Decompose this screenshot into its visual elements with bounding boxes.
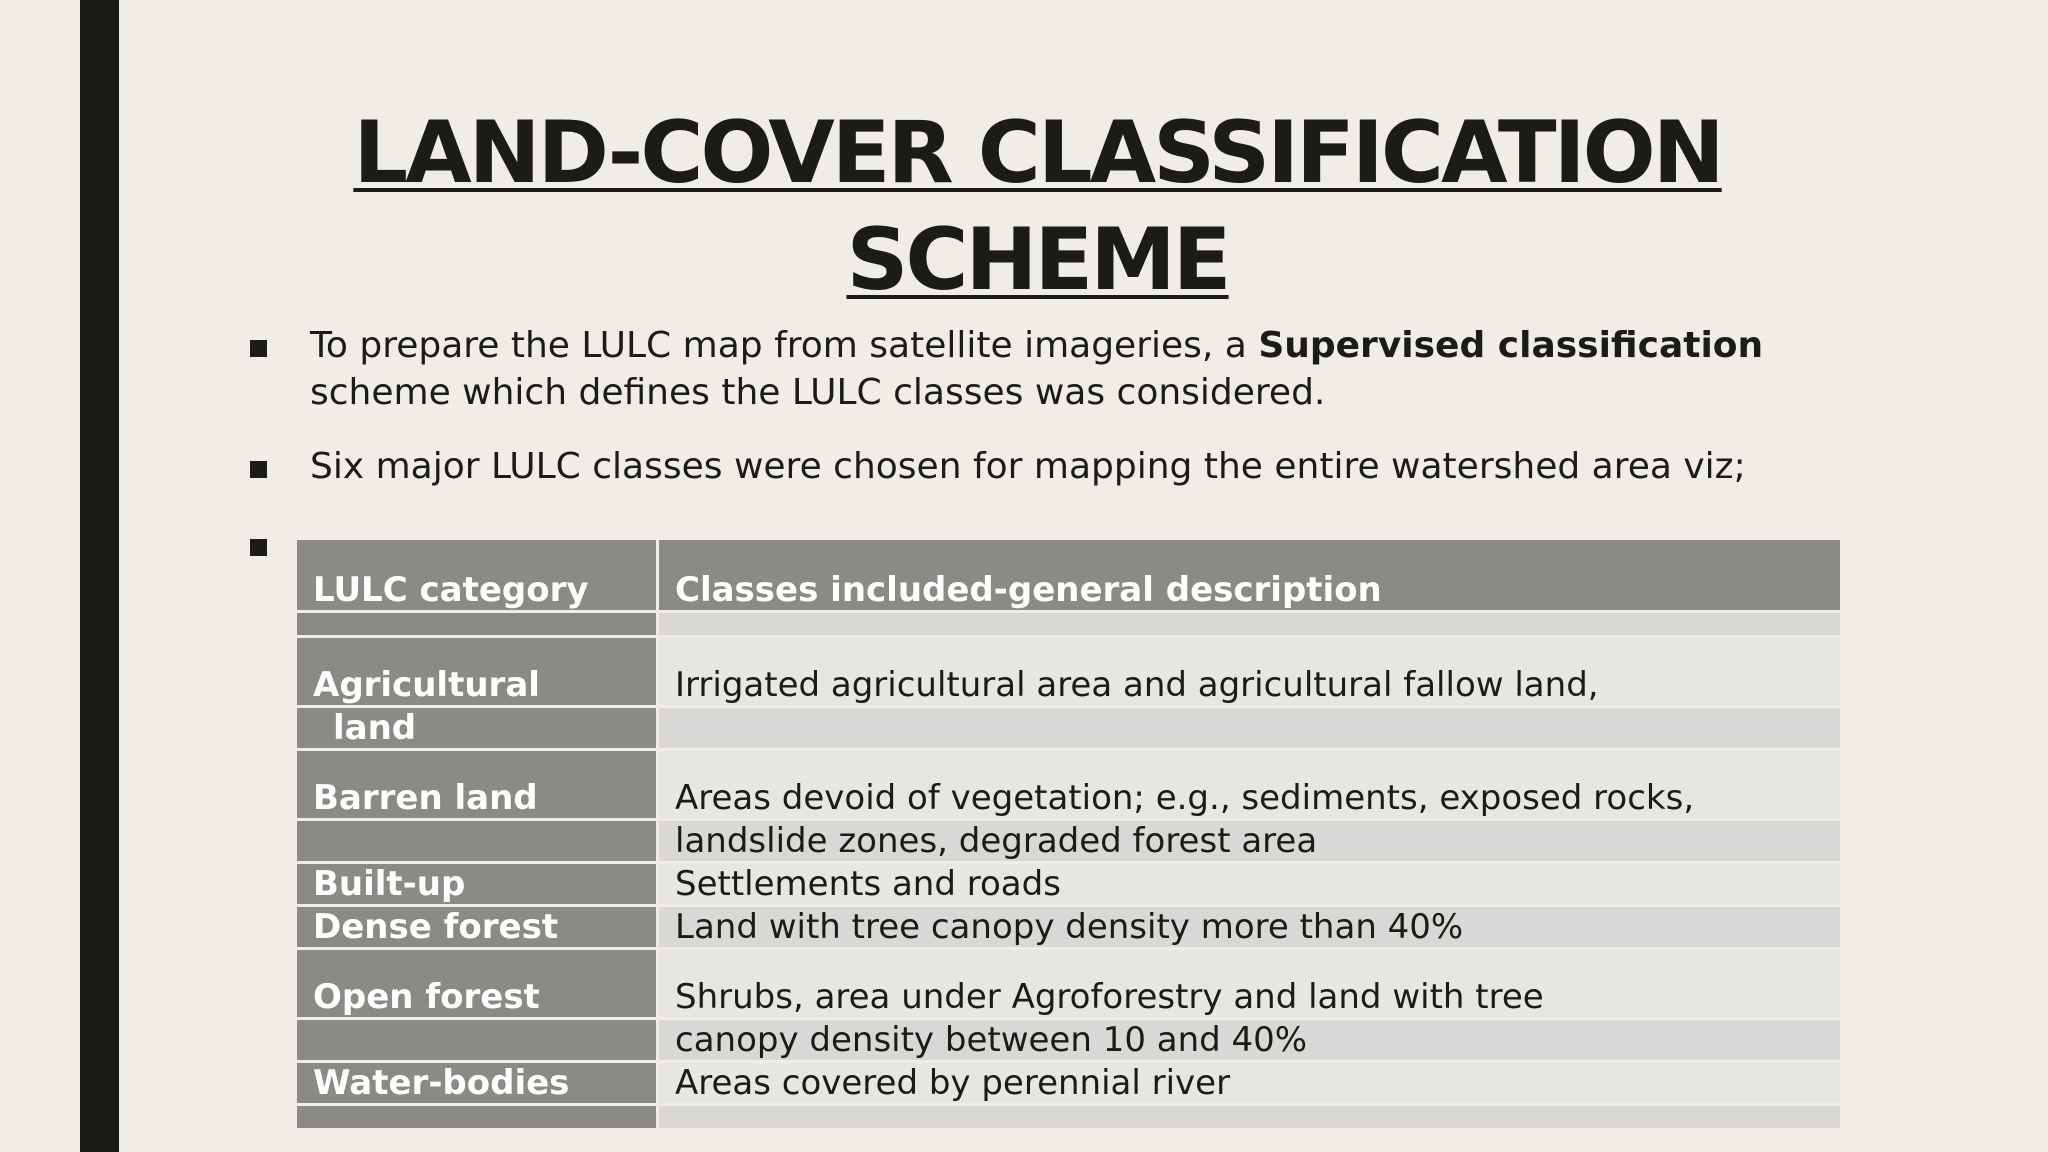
bullet-item-1 [245, 322, 1805, 416]
table-row [296, 820, 1842, 863]
square-bullet-icon [250, 539, 267, 556]
description-cell: Areas devoid of vegetation; e.g., sediments, exposed rocks, [658, 750, 1842, 820]
lulc-table [294, 537, 1843, 1131]
category-cell [296, 1019, 658, 1062]
table-row [296, 612, 1842, 637]
table-row [296, 949, 1842, 1019]
bullet-item-2 [245, 443, 1805, 490]
table-row [296, 1019, 1842, 1062]
title-line-1: LAND-COVER CLASSIFICATION [353, 103, 1722, 203]
category-cell: Agricultural [296, 637, 658, 707]
description-cell: canopy density between 10 and 40% [658, 1019, 1842, 1062]
description-cell [658, 1105, 1842, 1130]
square-bullet-icon [250, 461, 267, 478]
table-row [296, 637, 1842, 707]
bullet-1-bold-text: Supervised classification [1258, 325, 1764, 366]
table-row [296, 750, 1842, 820]
category-cell [296, 612, 658, 637]
header-description: Classes included-general description [658, 539, 1842, 612]
table-row [296, 1105, 1842, 1130]
description-cell: Irrigated agricultural area and agricultural fallow land, [658, 637, 1842, 707]
left-accent-bar [80, 0, 119, 1152]
category-cell: Built-up [296, 863, 658, 906]
table-row [296, 906, 1842, 949]
description-cell [658, 612, 1842, 637]
category-cell [296, 820, 658, 863]
description-cell: landslide zones, degraded forest area [658, 820, 1842, 863]
category-cell: Dense forest [296, 906, 658, 949]
bullet-list [245, 322, 1805, 490]
description-cell: Areas covered by perennial river [658, 1062, 1842, 1105]
table-row [296, 1062, 1842, 1105]
description-cell: Land with tree canopy density more than 40% [658, 906, 1842, 949]
header-lulc-category: LULC category [296, 539, 658, 612]
title-line-2: SCHEME [846, 210, 1229, 310]
slide-title [300, 100, 1775, 314]
category-cell: Barren land [296, 750, 658, 820]
table-row [296, 707, 1842, 750]
description-cell [658, 707, 1842, 750]
table-header-row [296, 539, 1842, 612]
category-cell [296, 1105, 658, 1130]
table-row [296, 863, 1842, 906]
description-cell: Shrubs, area under Agroforestry and land with tree [658, 949, 1842, 1019]
bullet-1-text: To prepare the LULC map from satellite imageries, a [310, 325, 1259, 366]
square-bullet-icon [250, 340, 267, 357]
bullet-1-line-2: scheme which defines the LULC classes was considered. [310, 372, 1326, 413]
category-cell: Open forest [296, 949, 658, 1019]
category-cell: land [296, 707, 658, 750]
category-cell: Water-bodies [296, 1062, 658, 1105]
bullet-2-text: Six major LULC classes were chosen for mapping the entire watershed area viz; [310, 446, 1746, 487]
description-cell: Settlements and roads [658, 863, 1842, 906]
